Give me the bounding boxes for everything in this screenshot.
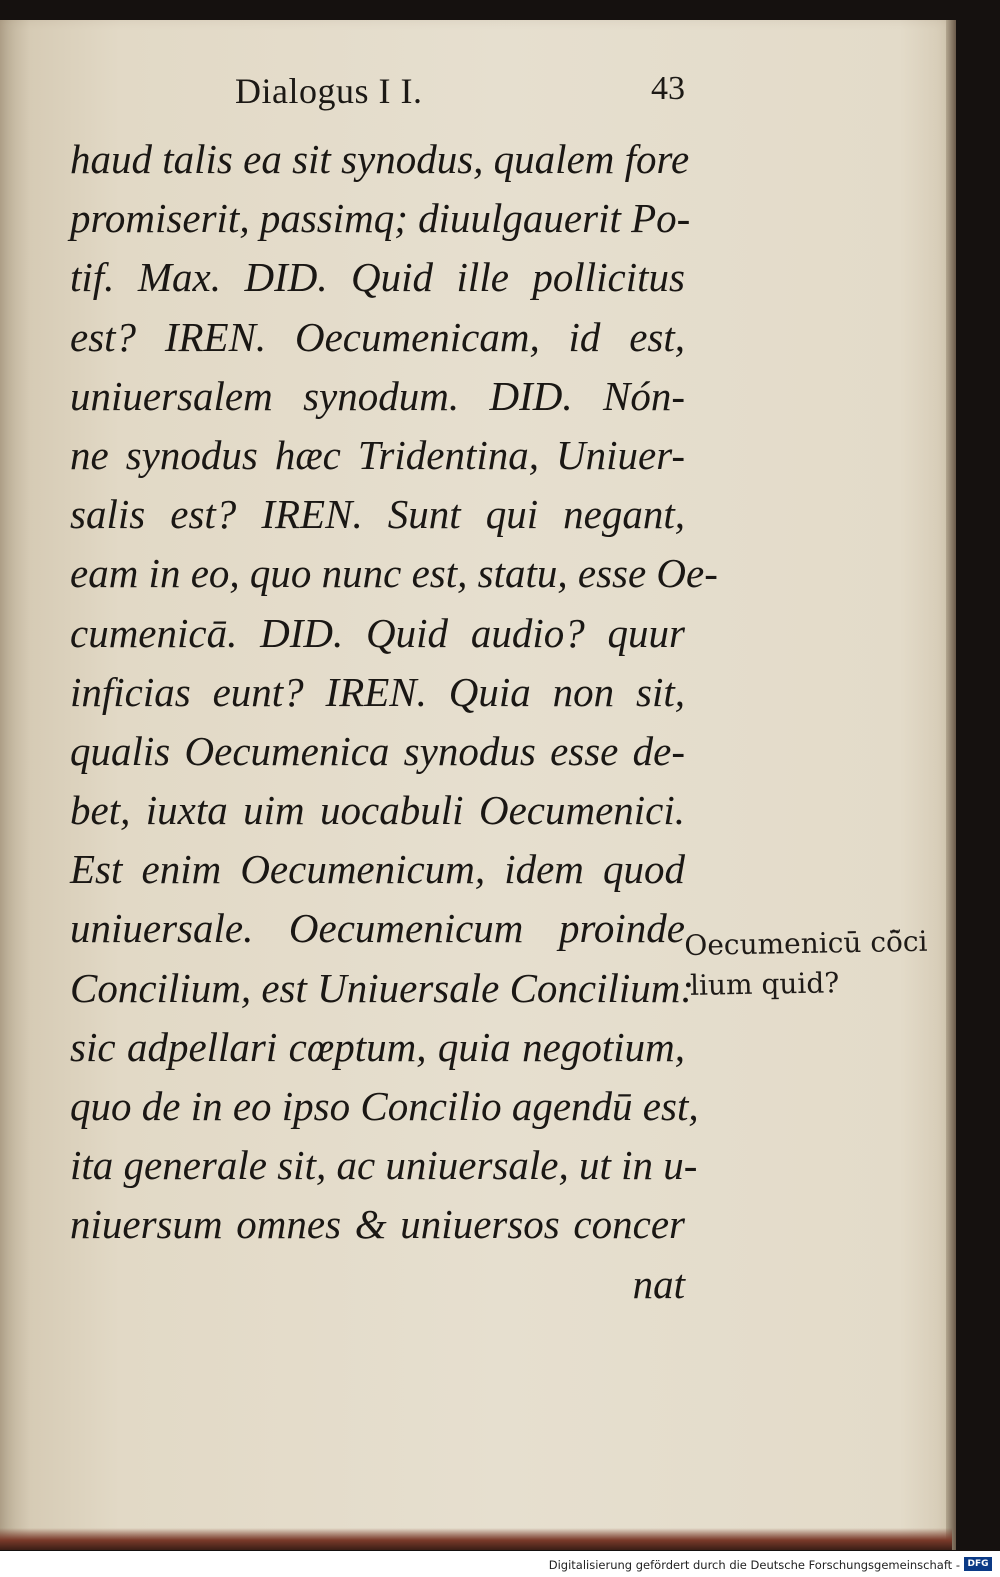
catchword: nat — [632, 1260, 685, 1307]
text-line: salis est? IREN. Sunt qui negant, — [70, 491, 685, 538]
text-line: ita generale sit, ac uniuersale, ut in u- — [70, 1142, 698, 1189]
page-number: 43 — [651, 70, 685, 107]
footer-credit: Digitalisierung gefördert durch die Deutsche Forschungsgemeinschaft - — [548, 1558, 960, 1572]
text-line: inficias eunt? IREN. Quia non sit, — [70, 668, 685, 715]
text-line: uniuersale. Oecumenicum proinde — [70, 905, 685, 952]
text-line: cumenicā. DID. Quid audio? quur — [70, 609, 685, 656]
text-line: est? IREN. Oecumenicam, id est, — [70, 313, 685, 360]
text-line: Concilium, est Uniuersale Concilium: — [70, 964, 695, 1011]
page-bottom-edge — [0, 1528, 952, 1550]
text-line: niuersum omnes & uniuersos concer — [70, 1201, 685, 1248]
body-text — [70, 130, 718, 1314]
text-line: sic adpellari cœptum, quia negotium, — [70, 1023, 685, 1070]
dfg-logo-icon: DFG — [964, 1557, 992, 1571]
text-line: promiserit, passimq; diuulgauerit Po- — [70, 195, 691, 242]
page-header — [235, 70, 685, 120]
text-line: qualis Oecumenica synodus esse de- — [70, 727, 685, 774]
text-line: eam in eo, quo nunc est, statu, esse Oe- — [70, 550, 718, 597]
page-edge — [946, 20, 956, 1550]
digitization-footer — [0, 1551, 1000, 1577]
margin-note-line: lium quid? — [689, 966, 840, 1002]
handwritten-margin-note — [684, 921, 951, 1006]
running-title: Dialogus I I. — [235, 71, 423, 111]
text-line: bet, iuxta uim uocabuli Oecumenici. — [70, 787, 685, 834]
text-line: quo de in eo ipso Concilio agendū est, — [70, 1083, 699, 1129]
text-line: ne synodus hæc Tridentina, Uniuer- — [70, 431, 685, 478]
text-line: tif. Max. DID. Quid ille pollicitus — [70, 254, 685, 301]
text-line: uniuersalem synodum. DID. Nón- — [70, 372, 685, 419]
text-line: haud talis ea sit synodus, qualem fore — [70, 136, 690, 182]
margin-note-line: Oecumenicū cō̃ci — [684, 924, 928, 962]
text-line: Est enim Oecumenicum, idem quod — [70, 846, 685, 893]
